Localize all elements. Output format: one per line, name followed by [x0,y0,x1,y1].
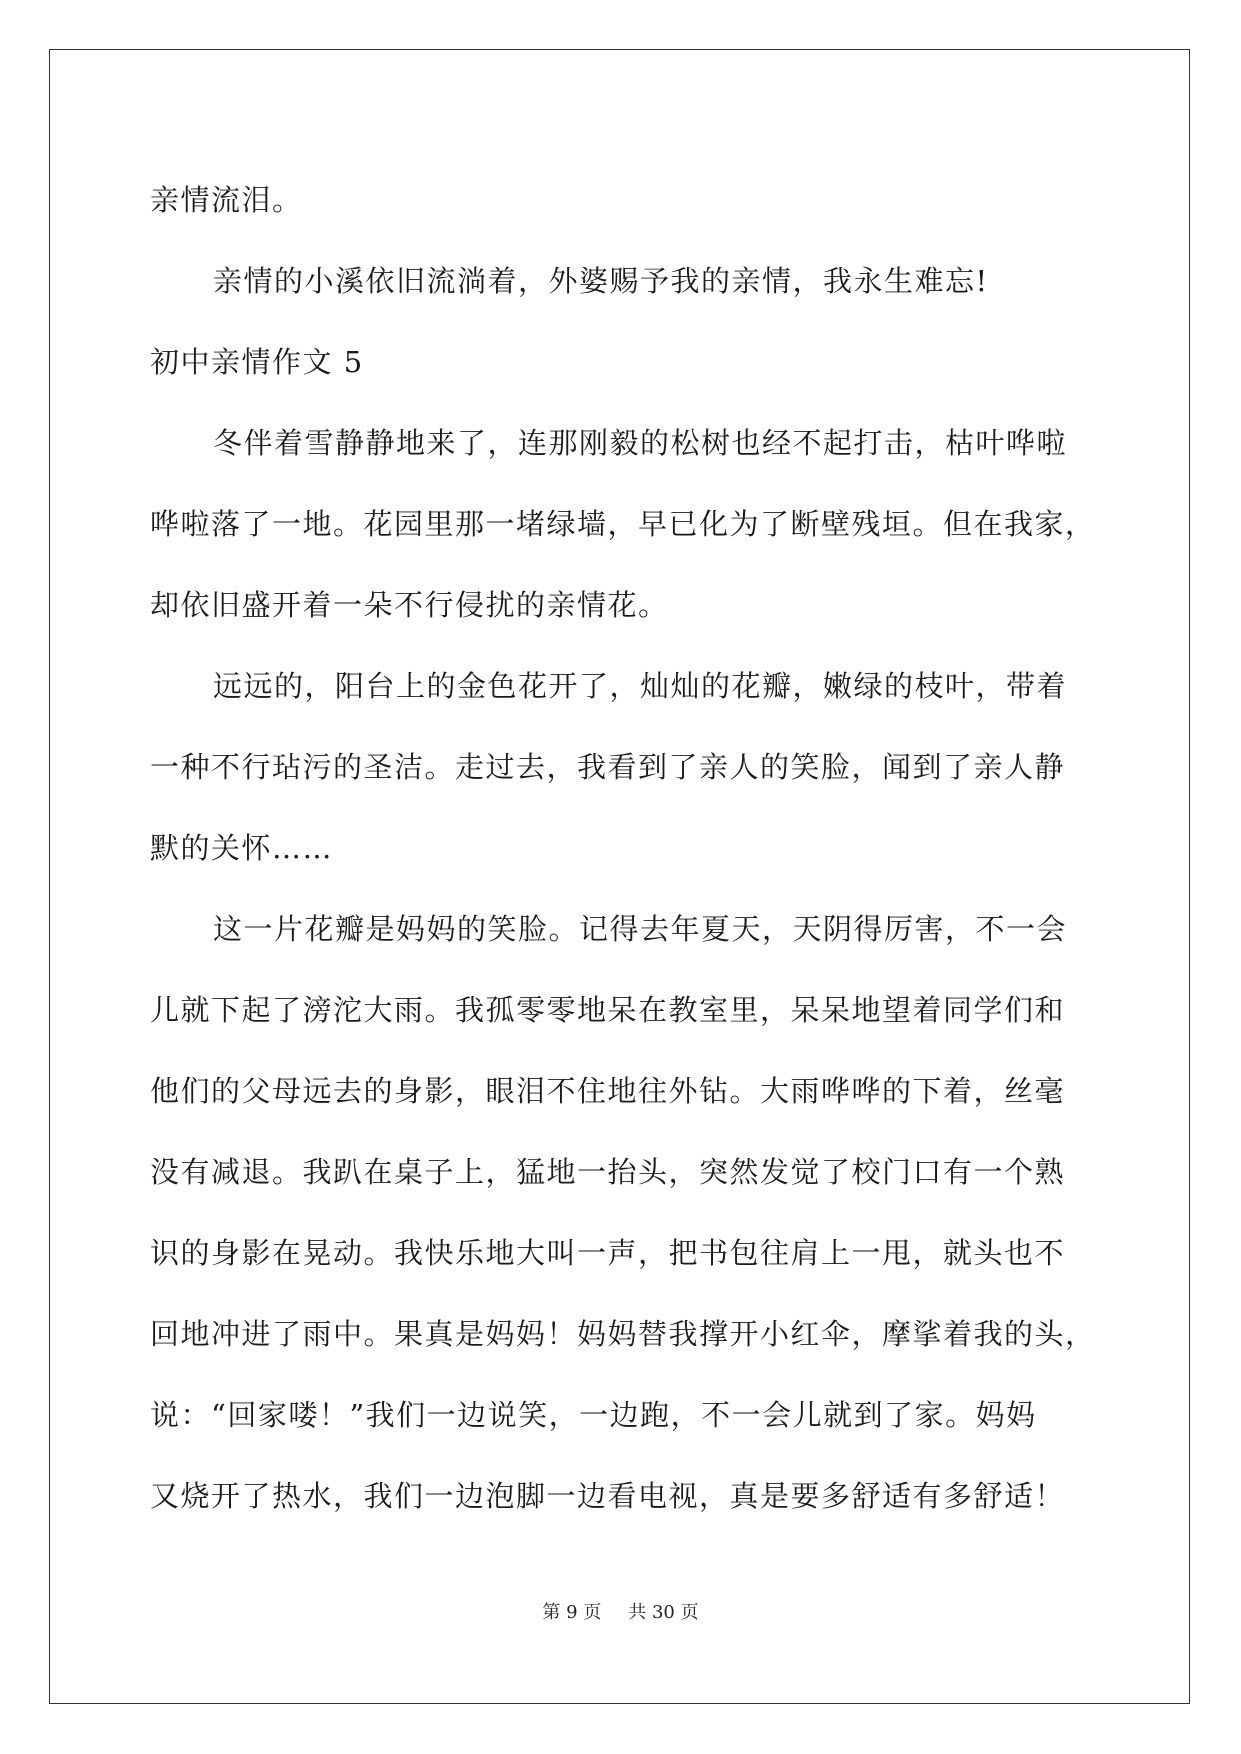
text-line: 儿就下起了滂沱大雨。我孤零零地呆在教室里，呆呆地望着同学们和 [150,993,1066,1027]
text-line: 哗啦落了一地。花园里那一堵绿墙，早已化为了断壁残垣。但在我家， [150,507,1096,541]
text-line: 又烧开了热水，我们一边泡脚一边看电视，真是要多舒适有多舒适！ [150,1479,1066,1513]
page-total: 共 30 页 [628,1602,699,1623]
page-footer [0,1598,1241,1624]
section-heading: 初中亲情作文 5 [150,345,364,379]
text-line: 他们的父母远去的身影，眼泪不住地往外钻。大雨哗哗的下着，丝毫 [150,1074,1066,1108]
paragraph-line: 亲情的小溪依旧流淌着，外婆赐予我的亲情，我永生难忘! [213,264,989,298]
paragraph-line: 冬伴着雪静静地来了，连那刚毅的松树也经不起打击，枯叶哗啦 [213,426,1068,460]
page-number: 第 9 页 [542,1602,602,1623]
paragraph-line: 远远的，阳台上的金色花开了，灿灿的花瓣，嫩绿的枝叶，带着 [213,669,1068,703]
text-line: 默的关怀…… [150,831,334,865]
text-line: 亲情流泪。 [150,183,303,217]
document-body [150,160,1096,1537]
text-line: 一种不行玷污的圣洁。走过去，我看到了亲人的笑脸，闻到了亲人静 [150,750,1066,784]
text-line: 识的身影在晃动。我快乐地大叫一声，把书包往肩上一甩，就头也不 [150,1236,1066,1270]
paragraph-line: 这一片花瓣是妈妈的笑脸。记得去年夏天，天阴得厉害，不一会 [213,912,1068,946]
text-line: 没有减退。我趴在桌子上，猛地一抬头，突然发觉了校门口有一个熟 [150,1155,1066,1189]
text-line: 回地冲进了雨中。果真是妈妈！妈妈替我撑开小红伞，摩挲着我的头， [150,1317,1096,1351]
text-line: 却依旧盛开着一朵不行侵扰的亲情花。 [150,588,669,622]
text-line: 说：“回家喽！”我们一边说笑，一边跑，不一会儿就到了家。妈妈 [150,1398,1037,1432]
